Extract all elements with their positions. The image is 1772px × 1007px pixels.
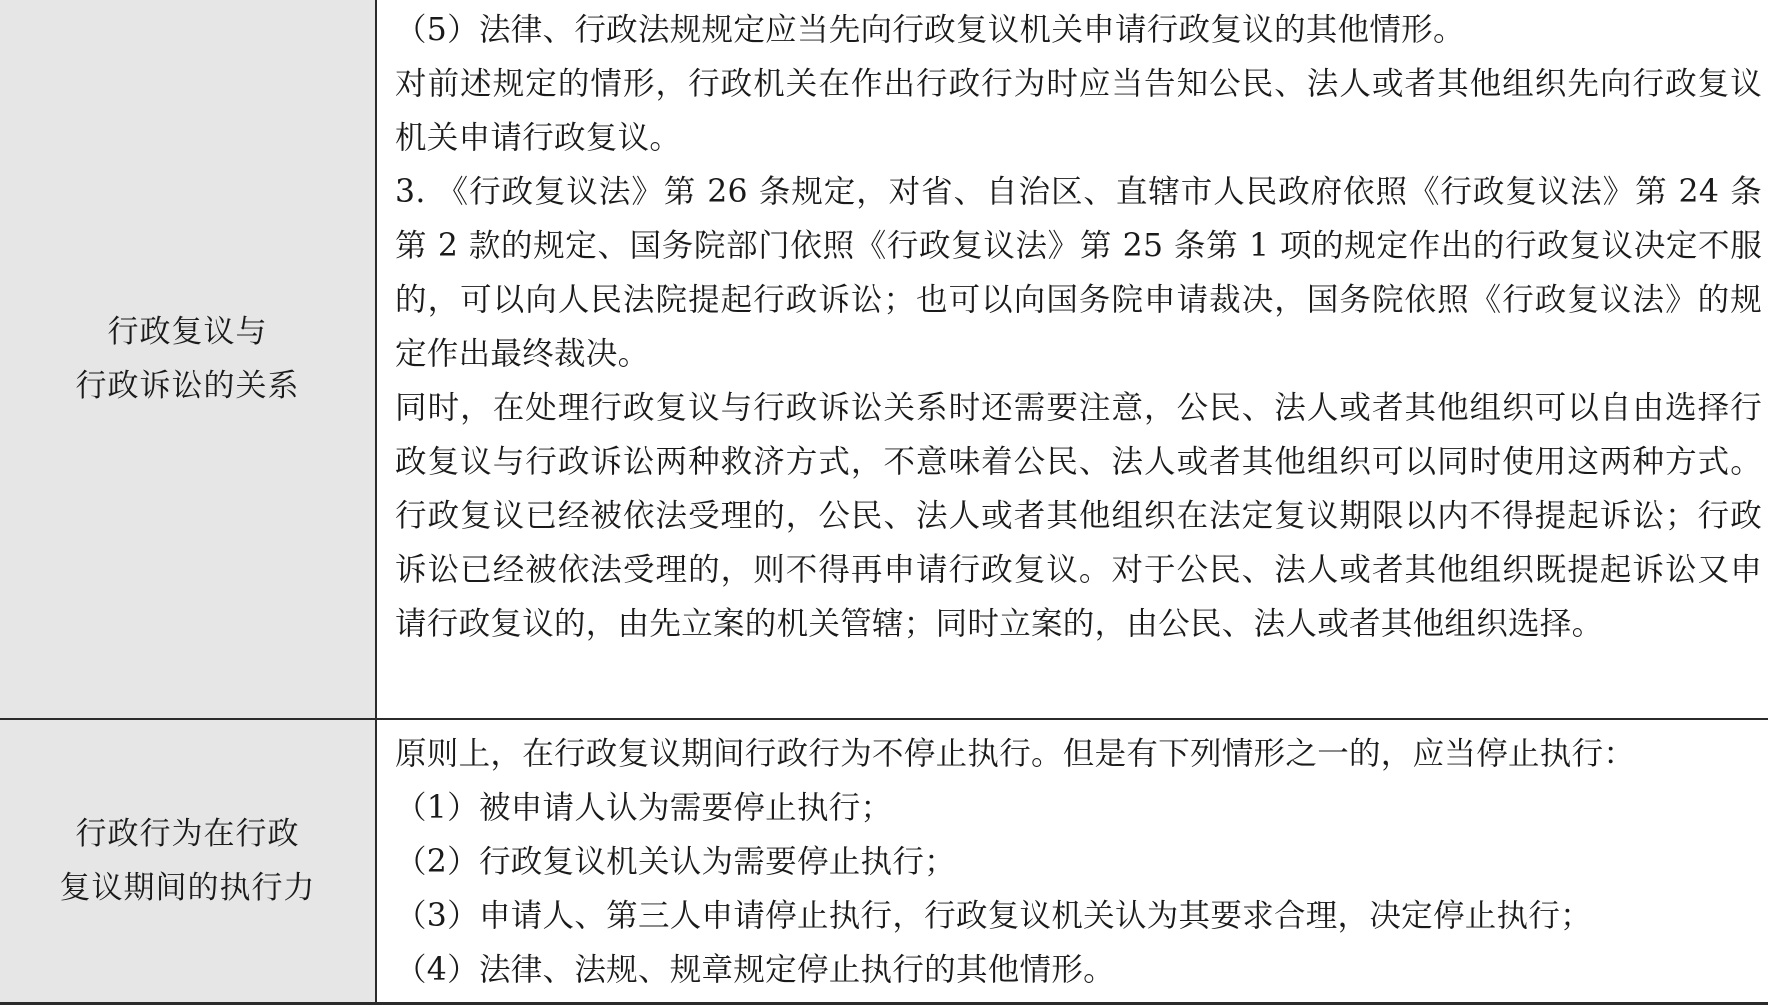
- row-content-cell: [376, 719, 1768, 1004]
- content-paragraph: 同时，在处理行政复议与行政诉讼关系时还需要注意，公民、法人或者其他组织可以自由选择行政复议与行政诉讼两种救济方式，不意味着公民、法人或者其他组织可以同时使用这两种方式。行政复议已经被依法受理的，公民、法人或者其他组织在法定复议期限以内不得提起诉讼；行政诉讼已经被依法受理的，则不得再申请行政复议。对于公民、法人或者其他组织既提起诉讼又申请行政复议的，由先立案的机关管辖；同时立案的，由公民、法人或者其他组织选择。: [395, 390, 1762, 642]
- row-label-line: 行政复议与: [107, 314, 268, 350]
- content-paragraph: （1）被申请人认为需要停止执行；: [395, 790, 893, 826]
- row-label-line: 行政行为在行政: [75, 816, 300, 852]
- row-label: [0, 807, 375, 915]
- row-content: [377, 720, 1768, 997]
- content-paragraph: （2）行政复议机关认为需要停止执行；: [395, 844, 956, 880]
- content-paragraph: （3）申请人、第三人申请停止执行，行政复议机关认为其要求合理，决定停止执行；: [395, 898, 1592, 934]
- content-paragraph: 3. 《行政复议法》第 26 条规定，对省、自治区、直辖市人民政府依照《行政复议法》第 24 条第 2 款的规定、国务院部门依照《行政复议法》第 25 条第 1 项的规定作出的行政复议决定不服的，可以向人民法院提起行政诉讼；也可以向国务院申请裁决，国务院依照《行政复议法》的规定作出最终裁决。: [395, 174, 1762, 372]
- table-row: [0, 719, 1768, 1004]
- content-paragraph: （4）法律、法规、规章规定停止执行的其他情形。: [395, 952, 1115, 988]
- content-paragraph: 原则上，在行政复议期间行政行为不停止执行。但是有下列情形之一的，应当停止执行：: [395, 736, 1636, 772]
- row-content-cell: [376, 0, 1768, 719]
- content-paragraph: （5）法律、行政法规规定应当先向行政复议机关申请行政复议的其他情形。: [395, 12, 1465, 48]
- row-label-cell: [0, 719, 376, 1004]
- row-label-line: 行政诉讼的关系: [75, 368, 300, 404]
- row-content: [377, 0, 1768, 651]
- row-label: [0, 305, 375, 413]
- row-label-cell: [0, 0, 376, 719]
- content-paragraph: 对前述规定的情形，行政机关在作出行政行为时应当告知公民、法人或者其他组织先向行政复议机关申请行政复议。: [395, 66, 1762, 156]
- row-label-line: 复议期间的执行力: [59, 870, 316, 906]
